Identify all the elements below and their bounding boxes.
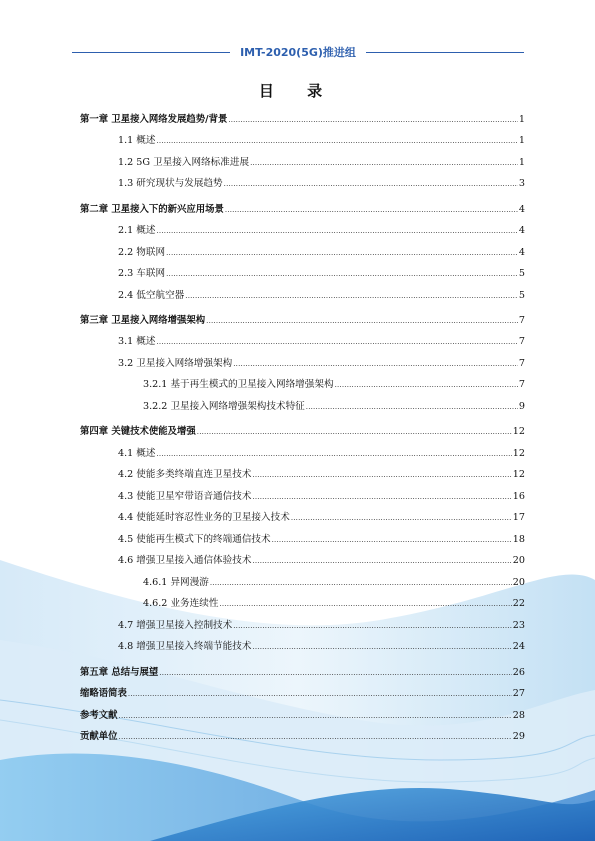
toc-section-entry[interactable] [118,490,525,504]
toc-chapter-entry[interactable] [80,730,525,744]
toc-section-entry[interactable] [118,267,525,281]
toc-section-entry[interactable] [118,511,525,525]
toc-page-number: 9 [518,401,525,412]
toc-dot-leader [157,447,512,461]
toc-dot-leader [224,177,518,191]
toc-dot-leader [250,156,518,170]
toc-entry-label: 3.2 卫星接入网络增强架构 [118,358,233,369]
header-rule-left [72,52,230,53]
toc-page-number: 20 [512,577,525,588]
toc-entry-label: 4.7 增强卫星接入控制技术 [118,620,233,631]
toc-page-number: 26 [512,667,525,678]
toc-entry-label: 3.2.1 基于再生模式的卫星接入网络增强架构 [143,379,334,390]
toc-section-entry[interactable] [118,246,525,260]
toc-section-entry[interactable] [118,447,525,461]
toc-entry-label: 4.6.2 业务连续性 [143,598,219,609]
toc-entry-label: 第五章 总结与展望 [80,667,159,678]
toc-page-number: 22 [512,598,525,609]
toc-page-number: 7 [518,358,525,369]
toc-dot-leader [166,267,518,281]
toc-page-number: 20 [512,555,525,566]
toc-entry-label: 参考文献 [80,710,118,721]
toc-section-entry[interactable] [118,554,525,568]
toc-dot-leader [210,576,512,590]
toc-section-entry[interactable] [118,134,525,148]
toc-section-entry[interactable] [118,357,525,371]
toc-page-number: 17 [512,512,525,523]
toc-page-number: 27 [512,688,525,699]
toc-chapter-entry[interactable] [80,425,525,439]
toc-dot-leader [252,640,511,654]
toc-page-number: 4 [518,225,525,236]
toc-dot-leader [252,490,511,504]
toc-dot-leader [335,378,518,392]
toc-page-number: 4 [518,247,525,258]
toc-page-number: 1 [518,157,525,168]
toc-page-number: 12 [512,469,525,480]
toc-entry-label: 第四章 关键技术使能及增强 [80,426,196,437]
toc-section-entry[interactable] [118,289,525,303]
toc-dot-leader [272,533,512,547]
toc-page-number: 24 [512,641,525,652]
toc-entry-label: 2.2 物联网 [118,247,166,258]
toc-dot-leader [159,666,512,680]
toc-page-number: 7 [518,315,525,326]
toc-chapter-entry[interactable] [80,203,525,217]
toc-chapter-entry[interactable] [80,709,525,723]
toc-page-number: 4 [518,204,525,215]
toc-dot-leader [225,203,518,217]
toc-entry-label: 缩略语简表 [80,688,127,699]
toc-entry-label: 第二章 卫星接入下的新兴应用场景 [80,204,224,215]
toc-dot-leader [219,597,511,611]
toc-subsection-entry[interactable] [143,378,525,392]
header-rule-right [366,52,524,53]
toc-chapter-entry[interactable] [80,687,525,701]
toc-chapter-entry[interactable] [80,666,525,680]
toc-page-number: 7 [518,336,525,347]
toc-entry-label: 4.2 使能多类终端直连卫星技术 [118,469,252,480]
toc-entry-label: 4.8 增强卫星接入终端节能技术 [118,641,252,652]
toc-dot-leader [291,511,512,525]
toc-entry-label: 第三章 卫星接入网络增强架构 [80,315,206,326]
toc-entry-label: 2.4 低空航空器 [118,290,185,301]
toc-page-number: 1 [518,114,525,125]
toc-page-number: 5 [518,268,525,279]
toc-dot-leader [166,246,518,260]
toc-dot-leader [228,113,518,127]
toc-page-number: 3 [518,178,525,189]
toc-dot-leader [157,134,518,148]
toc-dot-leader [233,619,512,633]
toc-entry-label: 贡献单位 [80,731,118,742]
toc-entry-label: 4.1 概述 [118,448,156,459]
toc-entry-label: 2.3 车联网 [118,268,166,279]
toc-page-number: 5 [518,290,525,301]
toc-section-entry[interactable] [118,224,525,238]
toc-section-entry[interactable] [118,619,525,633]
toc-entry-label: 1.3 研究现状与发展趋势 [118,178,223,189]
toc-heading: 目 录 [258,82,337,100]
toc-section-entry[interactable] [118,177,525,191]
toc-dot-leader [306,400,518,414]
toc-subsection-entry[interactable] [143,576,525,590]
toc-section-entry[interactable] [118,468,525,482]
toc-entry-label: 2.1 概述 [118,225,156,236]
toc-entry-label: 4.3 使能卫星窄带语音通信技术 [118,491,252,502]
toc-page-number: 28 [512,710,525,721]
toc-entry-label: 第一章 卫星接入网络发展趋势/背景 [80,114,228,125]
toc-entry-label: 4.4 使能延时容忍性业务的卫星接入技术 [118,512,290,523]
toc-dot-leader [252,554,511,568]
toc-section-entry[interactable] [118,156,525,170]
toc-section-entry[interactable] [118,640,525,654]
toc-dot-leader [128,687,512,701]
toc-entry-label: 3.2.2 卫星接入网络增强架构技术特征 [143,401,305,412]
toc-dot-leader [157,335,518,349]
toc-page-number: 18 [512,534,525,545]
toc-subsection-entry[interactable] [143,400,525,414]
toc-subsection-entry[interactable] [143,597,525,611]
toc-chapter-entry[interactable] [80,113,525,127]
toc-dot-leader [119,730,512,744]
toc-dot-leader [233,357,518,371]
toc-dot-leader [185,289,518,303]
toc-page-number: 12 [512,426,525,437]
toc-chapter-entry[interactable] [80,314,525,328]
toc-page-number: 12 [512,448,525,459]
toc-dot-leader [252,468,511,482]
toc-dot-leader [119,709,512,723]
toc-dot-leader [197,425,512,439]
toc-entry-label: 4.6 增强卫星接入通信体验技术 [118,555,252,566]
header-title: IMT-2020(5G)推进组 [240,46,356,59]
toc-entry-label: 3.1 概述 [118,336,156,347]
toc-entry-label: 1.2 5G 卫星接入网络标准进展 [118,157,250,168]
toc-page-number: 1 [518,135,525,146]
toc-page-number: 7 [518,379,525,390]
toc-entry-label: 4.6.1 异网漫游 [143,577,209,588]
toc-dot-leader [206,314,518,328]
toc-page-number: 29 [512,731,525,742]
toc-page-number: 23 [512,620,525,631]
page-header [72,44,524,60]
toc-dot-leader [157,224,518,238]
toc-entry-label: 1.1 概述 [118,135,156,146]
toc-section-entry[interactable] [118,533,525,547]
toc-page-number: 16 [512,491,525,502]
toc-section-entry[interactable] [118,335,525,349]
toc-entry-label: 4.5 使能再生模式下的终端通信技术 [118,534,271,545]
